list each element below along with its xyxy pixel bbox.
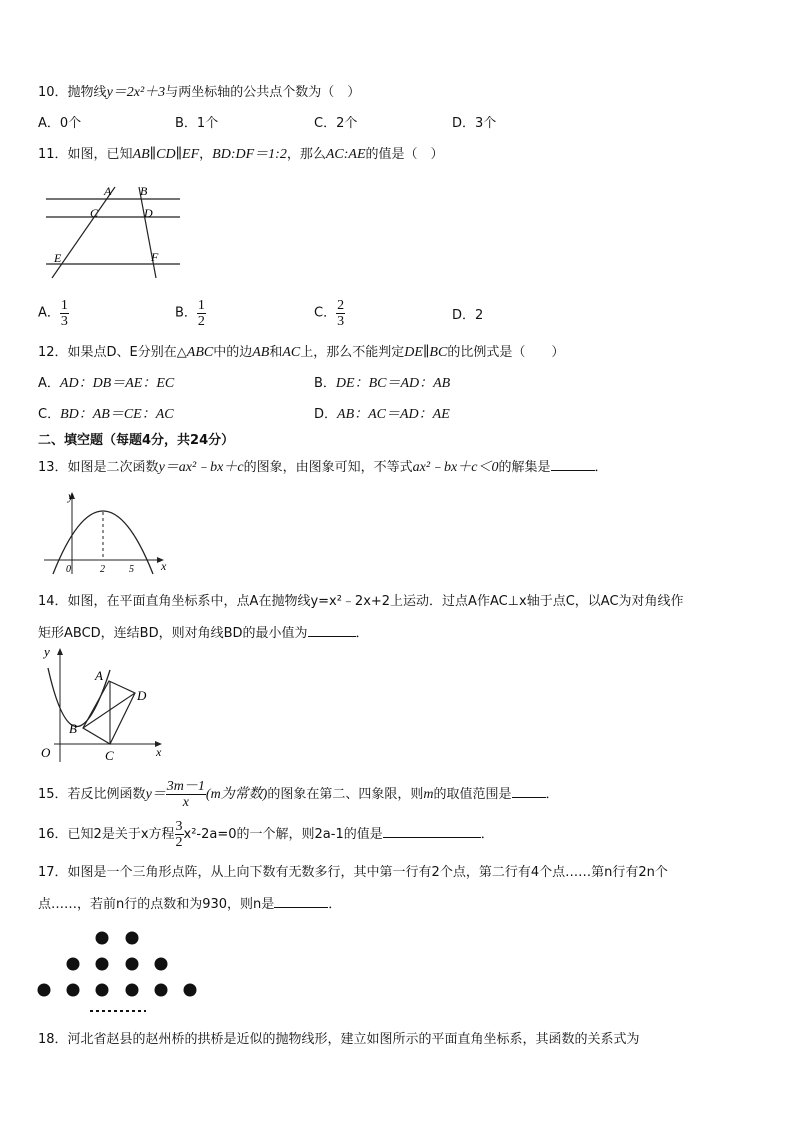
q12-stem: 12．如果点D、E分别在△ABC中的边AB和AC上，那么不能判定DE∥BC的比例式是（ ） [38, 345, 565, 360]
q11-label-f: F [151, 250, 159, 264]
q14-line-1: 14．如图，在平面直角坐标系中，点A在抛物线y=x²﹣2x+2上运动．过点A作AC⊥x轴于点C，以AC为对角线作 [38, 594, 684, 609]
q18-stem: 18．河北省赵县的赵州桥的拱桥是近似的抛物线形，建立如图所示的平面直角坐标系，其函数的关系式为 [38, 1032, 640, 1047]
q12-option-a[interactable]: A．AD：DB＝AE：EC [38, 376, 175, 391]
q14-y-axis-label: y [44, 644, 50, 659]
q11-label-e: E [54, 251, 62, 265]
q13-parabola-graph [40, 488, 175, 580]
q11-option-a-fraction: $\frac{1}{3}$ [60, 298, 68, 329]
dot [126, 984, 139, 997]
q17-line-1: 17．如图是一个三角形点阵，从上向下数有无数多行，其中第一行有2个点，第二行有4个点……第n行有2n个 [38, 865, 668, 880]
dot [96, 932, 109, 945]
section-fill-in-title: 二、填空题（每题4分，共24分） [38, 433, 235, 448]
q12-option-b[interactable]: B．DE：BC＝AD：AB [314, 376, 451, 391]
dot [96, 958, 109, 971]
q10-option-d[interactable]: D．3个 [452, 116, 497, 131]
q12-option-d[interactable]: D．AB：AC＝AD：AE [314, 407, 450, 422]
q16-stem: 16．已知2是关于x方程 $\frac{3}{2}$ x²-2a=0的一个解，则2a-1的值是 ． [38, 819, 494, 850]
q11-label-d: D [144, 206, 153, 220]
q13-tick-2: 2 [100, 564, 105, 575]
q15-stem: 15．若反比例函数y＝ $\frac{3m-1}{x}$ (m为常数)的图象在第二、四象限，则m的取值范围是 ． [38, 779, 559, 810]
q14-label-a: A [95, 668, 103, 683]
dot [67, 958, 80, 971]
q14-origin-label: O [41, 745, 51, 760]
q10-option-c[interactable]: C．2个 [314, 116, 358, 131]
q11-stem: 11．如图，已知AB∥CD∥EF，BD:DF＝1:2，那么AC:AE的值是（ ） [38, 147, 444, 162]
q11-label-c: C [90, 206, 99, 220]
q11-option-b[interactable]: B． $\frac{1}{2}$ [175, 298, 205, 329]
q13-stem: 13．如图是二次函数y＝ax²﹣bx＋c的图象，由图象可知，不等式ax²﹣bx＋c＜0的解集是 ． [38, 460, 608, 475]
q13-origin-label: 0 [66, 564, 71, 575]
dot [126, 958, 139, 971]
dot [38, 984, 51, 997]
q14-label-b: B [69, 721, 77, 736]
q11-option-a[interactable]: A． $\frac{1}{3}$ [38, 298, 68, 329]
dot [126, 932, 139, 945]
q12-option-c[interactable]: C．BD：AB＝CE：AC [38, 407, 174, 422]
q11-option-d[interactable]: D．2 [452, 308, 484, 323]
q11-label-b: B [140, 184, 148, 198]
q15-answer-blank[interactable] [512, 785, 546, 798]
q13-tick-5: 5 [129, 564, 134, 575]
q14-x-axis-label: x [156, 745, 162, 759]
q11-option-b-fraction: $\frac{1}{2}$ [197, 298, 205, 329]
q14-label-d: D [137, 688, 147, 703]
q10-option-b[interactable]: B．1个 [175, 116, 219, 131]
q13-x-axis-label: x [161, 559, 167, 573]
q16-answer-blank[interactable] [383, 825, 481, 838]
dot [184, 984, 197, 997]
q10-stem: 10．抛物线y＝2x²＋3与两坐标轴的公共点个数为（ ） [38, 85, 361, 100]
q14-answer-blank[interactable] [308, 624, 356, 637]
q10-option-a[interactable]: A．0个 [38, 116, 82, 131]
dot [96, 984, 109, 997]
q17-line-2: 点……，若前n行的点数和为930，则n是 ． [38, 897, 342, 912]
q14-label-c: C [105, 748, 114, 763]
q11-parallel-lines-figure [40, 182, 185, 282]
q15-fraction: $\frac{3m-1}{x}$ [166, 779, 205, 810]
q14-rectangle-graph [38, 644, 170, 766]
q17-triangular-dot-array [34, 926, 204, 1018]
q11-option-c[interactable]: C． $\frac{2}{3}$ [314, 298, 345, 329]
q14-line-2: 矩形ABCD，连结BD，则对角线BD的最小值为 ． [38, 626, 369, 641]
q17-answer-blank[interactable] [274, 895, 328, 908]
q11-label-a: A [104, 184, 112, 198]
dot [155, 958, 168, 971]
dot [67, 984, 80, 997]
q13-y-axis-label: y [68, 489, 74, 503]
q11-option-c-fraction: $\frac{2}{3}$ [337, 298, 345, 329]
q16-fraction: $\frac{3}{2}$ [175, 819, 183, 850]
dot [155, 984, 168, 997]
q13-answer-blank[interactable] [551, 458, 595, 471]
